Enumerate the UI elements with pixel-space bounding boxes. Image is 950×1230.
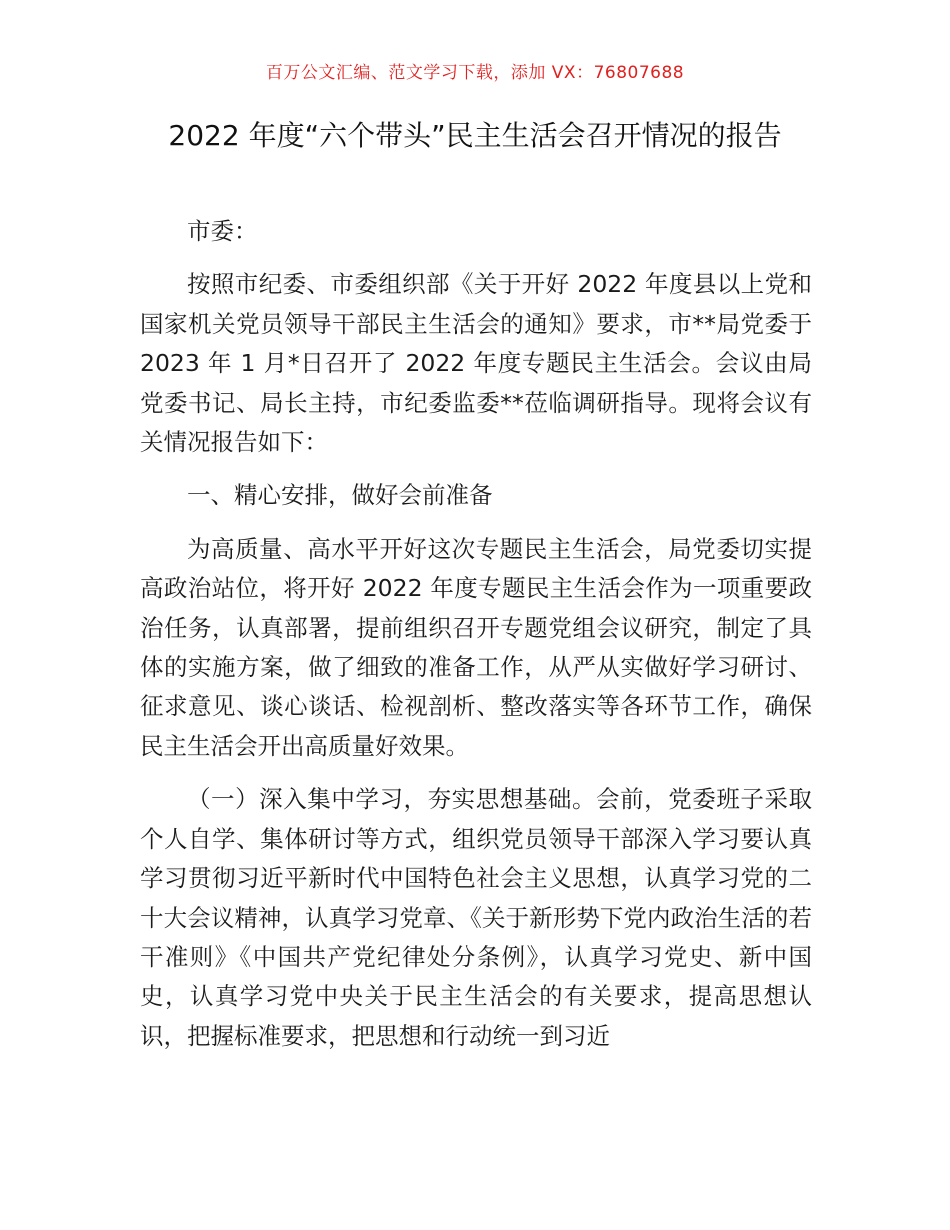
download-banner: 百万公文汇编、范文学习下载，添加 VX：76807688: [265, 63, 685, 83]
salutation: 市委：: [187, 217, 258, 245]
paragraph-intro: 按照市纪委、市委组织部《关于开好 2022 年度县以上党和国家机关党员领导干部民主生活会的通知》要求，市**局党委于 2023 年 1 月*日召开了 2022 年度专题民主生活会。会议由局党委书记、局长主持，市纪委监委**莅临调研指导。现将会议有关情况报告如下：: [140, 270, 812, 457]
document-body: [140, 212, 812, 1056]
section-heading-1: 一、精心安排，做好会前准备: [187, 481, 493, 510]
paragraph-preparation: 为高质量、高水平开好这次专题民主生活会，局党委切实提高政治站位，将开好 2022 年度专题民主生活会作为一项重要政治任务，认真部署，提前组织召开专题党组会议研究，制定了具体的实施方案，做了细致的准备工作，从严从实做好学习研讨、征求意见、谈心谈话、检视剖析、整改落实等各环节工作，确保民主生活会开出高质量好效果。: [140, 534, 812, 760]
paragraph-study: （一）深入集中学习，夯实思想基础。会前，党委班子采取个人自学、集体研讨等方式，组织党员领导干部深入学习要认真学习贯彻习近平新时代中国特色社会主义思想，认真学习党的二十大会议精神，认真学习党章、《关于新形势下党内政治生活的若干准则》《中国共产党纪律处分条例》，认真学习党史、新中国史，认真学习党中央关于民主生活会的有关要求，提高思想认识，把握标准要求，把思想和行动统一到习近: [140, 785, 812, 1050]
document-title: 2022 年度“六个带头”民主生活会召开情况的报告: [168, 119, 782, 152]
